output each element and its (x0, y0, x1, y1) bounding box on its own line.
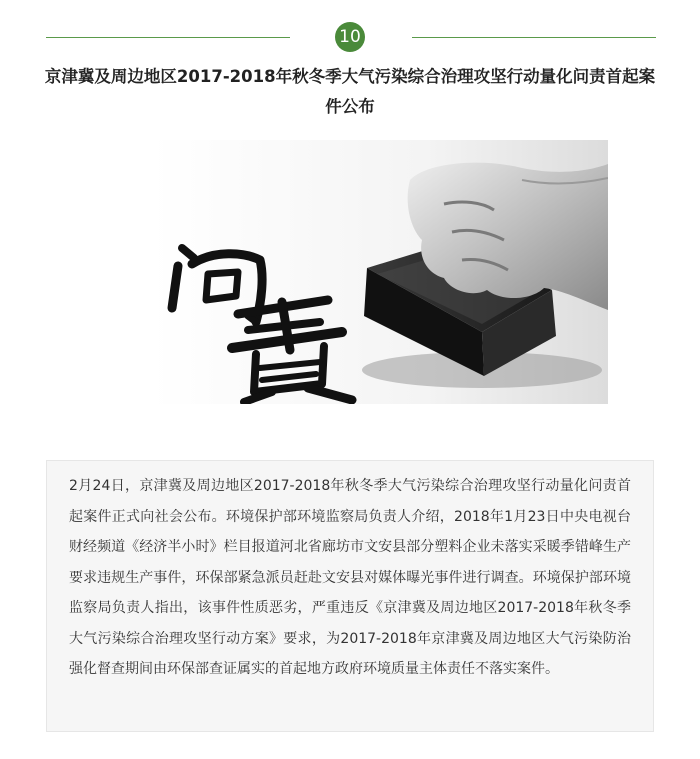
divider-line-left (46, 37, 290, 38)
article-title: 京津冀及周边地区2017-2018年秋冬季大气污染综合治理攻坚行动量化问责首起案件公布 (44, 67, 656, 116)
divider-line-right (412, 37, 656, 38)
article-body-text: 2月24日，京津冀及周边地区2017-2018年秋冬季大气污染综合治理攻坚行动量化问责首起案件正式向社会公布。环境保护部环境监察局负责人介绍，2018年1月23日中央电视台财经频道《经济半小时》栏目报道河北省廊坊市文安县部分塑料企业未落实采暖季错峰生产要求违规生产事件，环保部紧急派员赶赴文安县对媒体曝光事件进行调查。环境保护部环境监察局负责人指出，该事件性质恶劣，严重违反《京津冀及周边地区2017-2018年秋冬季大气污染综合治理攻坚行动方案》要求，为2017-2018年京津冀及周边地区大气污染防治强化督查期间由环保部查证属实的首起地方政府环境质量主体责任不落实案件。 (69, 478, 631, 677)
article-body-box (46, 460, 654, 732)
section-number-badge: 10 (335, 22, 365, 52)
accountability-stamp-illustration (152, 140, 608, 404)
section-divider (46, 22, 656, 52)
